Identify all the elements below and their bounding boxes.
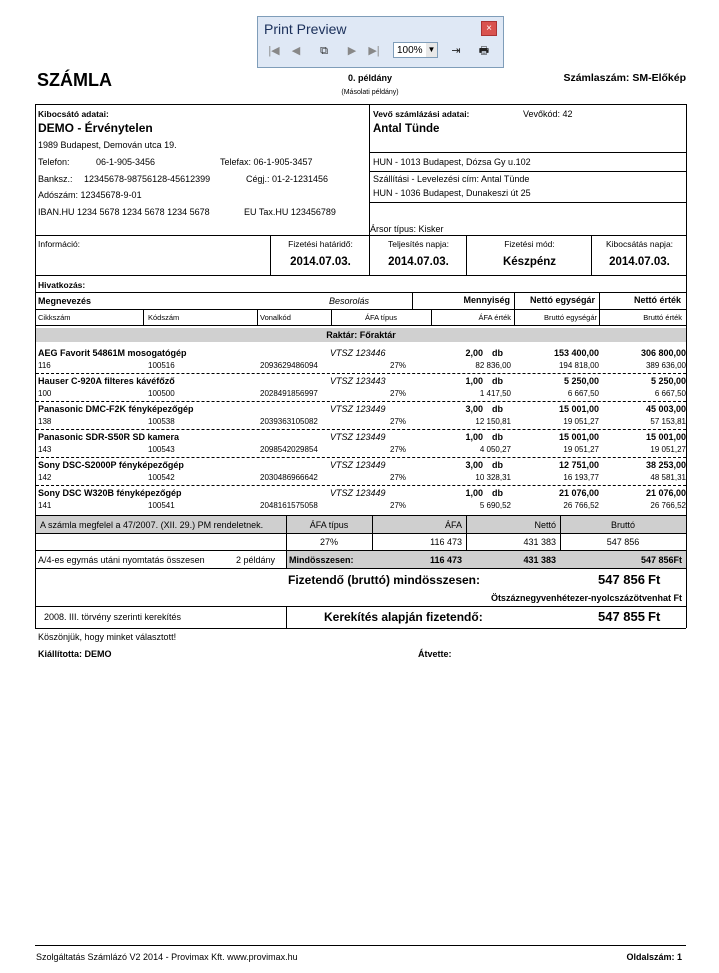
phone-label: Telefon: [38,157,70,167]
item-vat: 27% [390,473,407,482]
software-note: Szolgáltatás Számlázó V2 2014 - Provimax Kft. www.provimax.hu [36,952,298,962]
list-item [0,430,719,458]
performance-date: 2014.07.03. [388,256,449,268]
issuer-label: Kibocsátó adatai: [38,109,109,119]
item-vat-value: 1 417,50 [479,389,511,398]
item-name: Panasonic DMC-F2K fényképezőgép [38,404,194,414]
item-qty: 3,00 [465,404,483,414]
received-by: Átvette: [418,649,452,659]
item-unit-price: 153 400,00 [553,348,599,358]
buyer-label: Vevő számlázási adatai: [373,109,470,119]
item-barcode: 2030486966642 [260,473,318,482]
phone-value: 06-1-905-3456 [96,157,156,167]
list-item [0,486,719,514]
buyer-code: Vevőkód: 42 [523,109,573,119]
vat-amount: 116 473 [430,537,462,547]
item-code: 100516 [148,361,175,370]
item-vat-value: 5 690,52 [479,501,511,510]
bank-value: 12345678-98756128-45612399 [84,174,211,184]
total-net: 431 383 [523,555,556,565]
item-net: 5 250,00 [650,376,686,386]
item-gross-unit: 194 818,00 [558,361,599,370]
rounded-payable-amount: 547 855 [598,609,645,624]
item-qty: 1,00 [465,376,483,386]
iban: IBAN.HU 1234 5678 1234 5678 1234 5678 [38,207,210,217]
item-name: Sony DSC-S2000P fényképezőgép [38,460,184,470]
item-vat: 27% [390,501,407,510]
col-qty: Mennyiség [463,295,510,305]
vat-header: ÁFA [444,520,462,530]
issue-date-label: Kibocsátás napja: [605,239,674,249]
due-label: Fizetési határidő: [288,239,353,249]
col-barcode: Vonalkód [260,313,291,322]
payable-amount: 547 856 [598,572,645,587]
total-label: Mindösszesen: [289,555,354,565]
copies-count: 2 példány [236,555,276,565]
item-name: Panasonic SDR-S50R SD kamera [38,432,180,442]
item-gross: 389 636,00 [645,361,686,370]
item-unit: db [492,376,503,386]
item-vat-value: 12 150,81 [475,417,511,426]
item-unit: db [492,432,503,442]
buyer-address: HUN - 1013 Budapest, Dózsa Gy u.102 [373,157,531,167]
next-page-icon[interactable]: ▶ [347,45,357,57]
regulation-note: A számla megfelel a 47/2007. (XII. 29.) PM rendeletnek. [40,520,264,530]
item-gross: 57 153,81 [650,417,686,426]
item-sku: 138 [38,417,52,426]
amount-in-words: Ötszáznegyvenhétezer-nyolcszázötvenhat Ft [490,593,682,603]
item-net: 45 003,00 [645,404,686,414]
payable-currency: Ft [648,572,661,587]
rounding-law: 2008. III. törvény szerinti kerekítés [44,612,182,622]
payment-method-label: Fizetési mód: [504,239,555,249]
item-vat-value: 82 836,00 [475,361,511,370]
item-vat: 27% [390,361,407,370]
item-gross-unit: 19 051,27 [563,417,599,426]
page-number: Oldalszám: 1 [626,952,682,962]
item-qty: 3,00 [465,460,483,470]
list-item [0,374,719,402]
total-gross: 547 856Ft [640,555,682,565]
item-unit-price: 12 751,00 [558,460,599,470]
close-icon[interactable]: × [481,21,497,36]
info-label: Információ: [38,239,81,249]
item-vat-value: 4 050,27 [479,445,511,454]
item-sku: 142 [38,473,52,482]
item-class: VTSZ 123449 [330,460,386,470]
item-class: VTSZ 123449 [330,432,386,442]
chevron-down-icon[interactable]: ▼ [426,43,437,57]
item-barcode: 2098542029854 [260,445,318,454]
total-vat: 116 473 [429,555,462,565]
item-vat-value: 10 328,31 [475,473,511,482]
col-class: Besorolás [329,296,370,306]
shipping-label: Szállítási - Levelezési cím: Antal Tünde [373,174,530,184]
gross-header: Bruttó [610,520,635,530]
net-header: Nettó [534,520,556,530]
last-page-icon[interactable]: ▶| [368,45,380,57]
item-vat: 27% [390,445,407,454]
item-net: 38 253,00 [645,460,686,470]
item-barcode: 2048161575058 [260,501,318,510]
item-class: VTSZ 123446 [330,348,386,358]
item-class: VTSZ 123449 [330,404,386,414]
item-name: AEG Favorit 54861M mosogatógép [38,348,187,358]
print-preview-title: Print Preview [264,21,347,37]
item-gross: 48 581,31 [650,473,686,482]
multi-page-icon[interactable]: ⧉ [320,45,328,57]
item-qty: 1,00 [465,432,483,442]
item-code: 100538 [148,417,175,426]
item-unit-price: 5 250,00 [563,376,599,386]
item-vat: 27% [390,389,407,398]
issuer-address: 1989 Budapest, Demován utca 19. [38,140,177,150]
rounded-payable-label: Kerekítés alapján fizetendő: [324,610,483,624]
item-gross: 19 051,27 [650,445,686,454]
item-class: VTSZ 123443 [330,376,386,386]
first-page-icon[interactable]: |◀ [268,45,280,57]
item-unit: db [492,404,503,414]
gross-amount: 547 856 [606,537,640,547]
item-code: 100500 [148,389,175,398]
bank-label: Banksz.: [38,174,73,184]
copy-type: (Másolati példány) [341,89,399,96]
fax-value: Telefax: 06-1-905-3457 [220,157,313,167]
item-net: 15 001,00 [645,432,686,442]
col-sku: Cikkszám [38,313,71,322]
col-vat-type: ÁFA típus [364,313,398,322]
payment-method: Készpénz [502,256,557,268]
item-vat: 27% [390,417,407,426]
tax-number: Adószám: 12345678-9-01 [38,190,142,200]
item-net: 306 800,00 [640,348,686,358]
list-item [0,346,719,374]
vat-type-header: ÁFA típus [309,520,349,530]
payable-label: Fizetendő (bruttó) mindösszesen: [288,573,480,587]
issuer-name: DEMO - Érvénytelen [38,121,153,135]
item-unit-price: 15 001,00 [558,432,599,442]
print-note: A/4-es egymás utáni nyomtatás összesen [38,555,205,565]
item-qty: 2,00 [465,348,483,358]
item-sku: 116 [38,361,51,370]
item-unit: db [492,460,503,470]
item-sku: 143 [38,445,52,454]
company-reg: Cégj.: 01-2-1231456 [246,174,329,184]
item-class: VTSZ 123449 [330,488,386,498]
item-code: 100542 [148,473,175,482]
col-unit-price: Nettó egységár [529,295,595,305]
item-barcode: 2093629486094 [260,361,318,370]
previous-page-icon[interactable]: ◀ [291,45,301,57]
col-gross-unit: Bruttó egységár [544,313,597,322]
invoice-title: SZÁMLA [37,70,112,90]
item-barcode: 2028491856997 [260,389,318,398]
net-amount: 431 383 [523,537,556,547]
list-item [0,402,719,430]
price-type: Ársor típus: Kisker [370,224,444,234]
item-unit-price: 21 076,00 [558,488,599,498]
item-code: 100541 [148,501,175,510]
thank-you-note: Köszönjük, hogy minket választott! [38,632,177,642]
item-gross: 26 766,52 [650,501,686,510]
issue-date: 2014.07.03. [609,256,670,268]
rounded-payable-currency: Ft [648,609,661,624]
col-net: Nettó érték [633,295,681,305]
item-unit: db [492,348,503,358]
performance-label: Teljesítés napja: [388,239,449,249]
item-gross: 6 667,50 [654,389,686,398]
item-net: 21 076,00 [645,488,686,498]
zoom-select[interactable]: 100% [393,42,438,58]
issued-by: Kiállította: DEMO [38,649,112,659]
item-qty: 1,00 [465,488,483,498]
export-icon[interactable]: ⇥ [451,45,461,57]
item-gross-unit: 26 766,52 [563,501,599,510]
copy-number: 0. példány [347,73,392,83]
list-item [0,458,719,486]
due-date: 2014.07.03. [290,256,351,268]
vat-rate: 27% [319,537,338,547]
printer-icon[interactable]: 🖶 [478,45,490,57]
item-unit: db [492,488,503,498]
item-sku: 100 [38,389,52,398]
item-gross-unit: 19 051,27 [563,445,599,454]
item-code: 100543 [148,445,175,454]
eu-tax-number: EU Tax.HU 123456789 [244,207,336,217]
reference-label: Hivatkozás: [38,280,86,290]
buyer-name: Antal Tünde [373,123,440,135]
col-code: Kódszám [148,313,180,322]
item-name: Sony DSC W320B fényképezőgép [38,488,182,498]
invoice-number: Számlaszám: SM-Előkép [563,72,686,84]
item-gross-unit: 6 667,50 [567,389,599,398]
item-gross-unit: 16 193,77 [563,473,599,482]
col-vat-value: ÁFA érték [478,313,511,322]
item-name: Hauser C-920A filteres kávéfőző [38,376,175,386]
item-sku: 141 [38,501,52,510]
print-preview-toolbar [257,16,504,68]
col-gross: Bruttó érték [643,313,682,322]
warehouse-label: Raktár: Főraktár [326,330,396,340]
shipping-address: HUN - 1036 Budapest, Dunakeszi út 25 [373,188,531,198]
item-barcode: 2039363105082 [260,417,318,426]
item-unit-price: 15 001,00 [558,404,599,414]
col-name: Megnevezés [38,296,92,306]
